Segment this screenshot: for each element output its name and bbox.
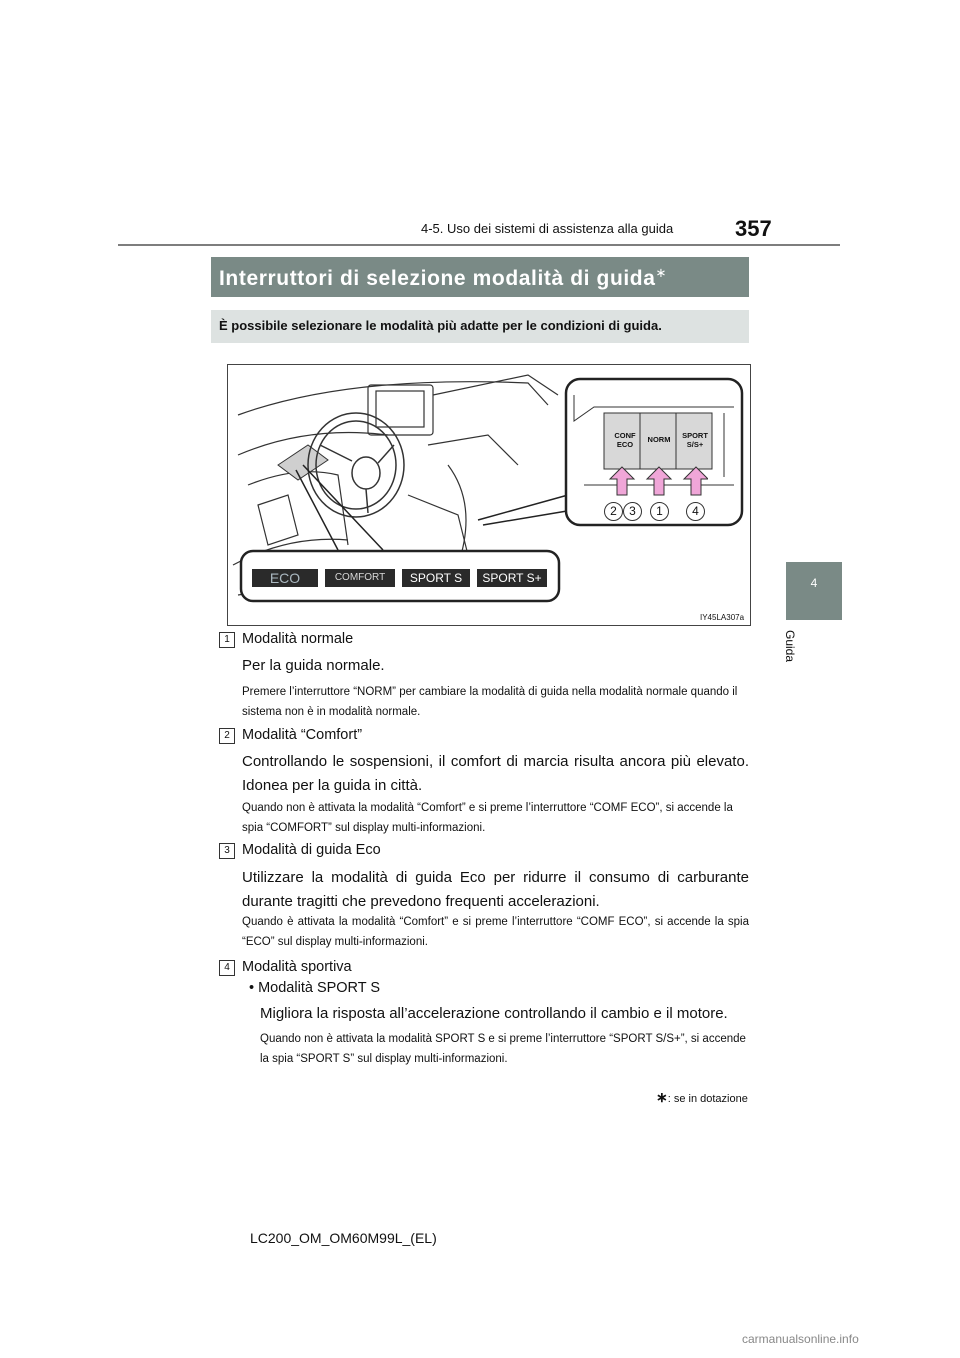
figure-code: IY45LA307a (700, 613, 745, 622)
callout-2: 2 (604, 502, 623, 521)
callout-1: 1 (650, 502, 669, 521)
item-badge-3: 3 (219, 843, 235, 859)
switch-label-ss: S/S+ (686, 440, 704, 449)
item-title-2: Modalità “Comfort” (242, 727, 363, 743)
pink-arrows (608, 465, 708, 497)
item-badge-4: 4 (219, 960, 235, 976)
switch-label-eco: ECO (616, 440, 634, 449)
watermark: carmanualsonline.info (742, 1332, 859, 1346)
item-body-4: Migliora la risposta all’accelerazione controllando il cambio e il motore. (260, 1005, 728, 1022)
item-badge-2: 2 (219, 728, 235, 744)
arrow-norm (647, 467, 671, 495)
intro-text: È possibile selezionare le modalità più adatte per le condizioni di guida. (219, 318, 662, 333)
indicator-eco: ECO (252, 569, 318, 587)
page-number: 357 (735, 216, 772, 241)
chapter-number: 4 (810, 576, 818, 590)
chapter-tab (786, 562, 842, 620)
footer-code: LC200_OM_OM60M99L_(EL) (250, 1230, 437, 1246)
chapter-label: Guida (783, 630, 797, 663)
item-body-1: Per la guida normale. (242, 657, 385, 674)
item-body-2: Controllando le sospensioni, il comfort di marcia risulta ancora più elevato. Idonea per la guida in città. (242, 753, 749, 794)
callout-4: 4 (686, 502, 705, 521)
item-note-2: Quando non è attivata la modalità “Comfort” e si preme l’interruttore “COMF ECO”, si accende la spia “COMFORT” sul display multi-informazioni. (242, 802, 733, 834)
header-rule (118, 244, 840, 246)
item-title-3: Modalità di guida Eco (242, 842, 381, 858)
footnote (656, 1089, 748, 1106)
dashboard-illustration (227, 364, 751, 626)
item-note-3: Quando è attivata la modalità “Comfort” e si preme l’interruttore “COMF ECO”, si accende la spia “ECO” sul display multi-informazioni. (242, 916, 749, 948)
item-bullet-4: • Modalità SPORT S (249, 980, 381, 996)
indicator-sport-s-plus: SPORT S+ (477, 569, 547, 587)
switch-label-sport: SPORT (682, 431, 708, 440)
intro-box (211, 310, 749, 343)
footnote-text: : se in dotazione (667, 1093, 748, 1105)
footnote-symbol: ∗ (656, 1089, 668, 1105)
arrow-sport (684, 467, 708, 495)
item-title-4: Modalità sportiva (242, 959, 352, 975)
item-title-1: Modalità normale (242, 631, 354, 647)
section-title: Interruttori di selezione modalità di guida (219, 267, 656, 290)
item-body-3: Utilizzare la modalità di guida Eco per ridurre il consumo di carburante durante tragitti che prevedono frequenti accelerazioni. (242, 869, 749, 910)
section-title-bar (211, 257, 749, 297)
indicator-sport-s: SPORT S (402, 569, 470, 587)
item-badge-1: 1 (219, 632, 235, 648)
switch-label-norm: NORM (647, 435, 671, 444)
title-asterisk: ∗ (655, 265, 668, 280)
item-note-1: Premere l’interruttore “NORM” per cambiare la modalità di guida nella modalità normale quando il sistema non è in modalità normale. (242, 686, 738, 718)
item-note-4: Quando non è attivata la modalità SPORT S e si preme l’interruttore “SPORT S/S+”, si accende la spia “SPORT S” sul display multi-informazioni. (260, 1033, 746, 1065)
callout-3: 3 (623, 502, 642, 521)
indicator-comfort: COMFORT (325, 569, 395, 587)
switch-label-comf: CONF (614, 431, 636, 440)
arrow-comf-eco (610, 467, 634, 495)
section-heading: 4-5. Uso dei sistemi di assistenza alla guida (421, 221, 674, 236)
